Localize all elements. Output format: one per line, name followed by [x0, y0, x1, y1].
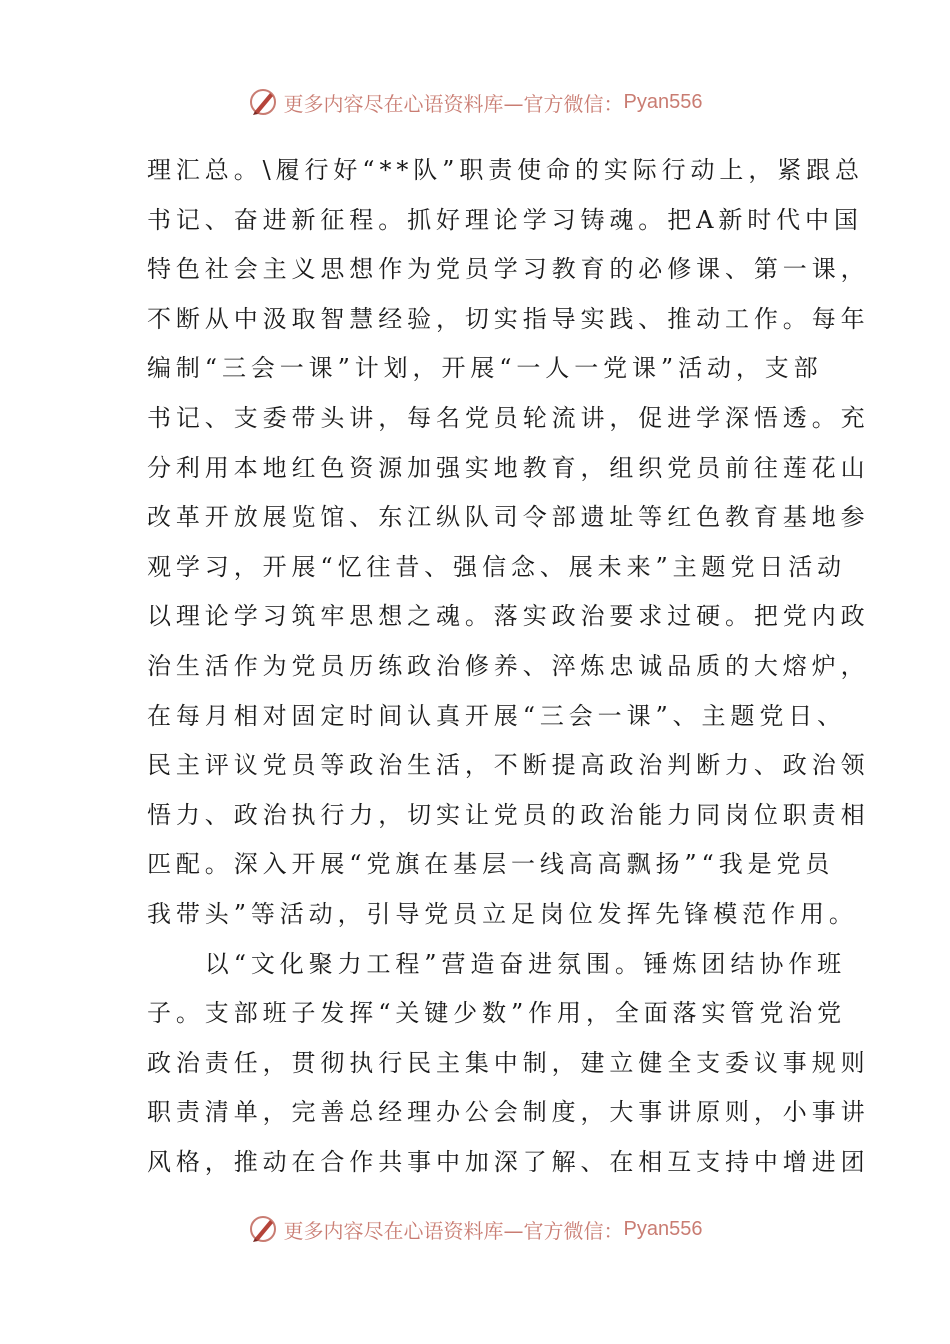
header-watermark	[0, 82, 950, 122]
body-line: 改革开放展览馆、东江纵队司令部遗址等红色教育基地参	[147, 503, 870, 532]
watermark-text: 更多内容尽在心语资料库—官方微信：	[283, 1218, 624, 1243]
body-line: 治生活作为党员历练政治修养、淬炼忠诚品质的大熔炉，	[147, 651, 870, 680]
body-line: 悟力、政治执行力，切实让党员的政治能力同岗位职责相	[147, 800, 870, 829]
body-line: 书记、支委带头讲，每名党员轮流讲，促进学深悟透。充	[147, 403, 870, 432]
body-line: 职责清单，完善总经理办公会制度，大事讲原则，小事讲	[147, 1098, 870, 1127]
body-line: 编制“三会一课”计划，开展“一人一党课”活动，支部	[147, 354, 823, 383]
watermark-text: 更多内容尽在心语资料库—官方微信：	[283, 91, 624, 116]
footer-watermark	[0, 1209, 950, 1249]
pen-circle-logo-icon	[248, 87, 278, 117]
body-line: 匹配。深入开展“党旗在基层一线高高飘扬”“我是党员	[147, 850, 835, 879]
body-line: 我带头”等活动，引导党员立足岗位发挥先锋模范作用。	[147, 899, 858, 928]
body-line: 风格，推动在合作共事中加深了解、在相互支持中增进团	[147, 1147, 870, 1176]
body-line: 在每月相对固定时间认真开展“三会一课”、主题党日、	[147, 701, 847, 730]
body-line: 理汇总。\履行好“**队”职责使命的实际行动上，紧跟总	[147, 156, 864, 184]
body-line: 书记、奋进新征程。抓好理论学习铸魂。把A新时代中国	[147, 205, 863, 234]
pen-circle-logo-icon	[248, 1214, 278, 1244]
document-body	[147, 146, 870, 1187]
body-line: 子。支部班子发挥“关键少数”作用，全面落实管党治党	[147, 999, 847, 1028]
body-line: 以“文化聚力工程”营造奋进氛围。锤炼团结协作班	[147, 949, 847, 978]
body-line: 不断从中汲取智慧经验，切实指导实践、推动工作。每年	[147, 304, 870, 333]
watermark-wechat-id: Pyan556	[623, 90, 703, 113]
watermark-wechat-id: Pyan556	[623, 1217, 703, 1240]
body-line: 特色社会主义思想作为党员学习教育的必修课、第一课，	[147, 255, 870, 284]
body-line: 政治责任，贯彻执行民主集中制，建立健全支委议事规则	[147, 1048, 870, 1077]
body-line: 以理论学习筑牢思想之魂。落实政治要求过硬。把党内政	[147, 602, 870, 631]
body-line: 观学习，开展“忆往昔、强信念、展未来”主题党日活动	[147, 552, 847, 581]
body-line: 民主评议党员等政治生活，不断提高政治判断力、政治领	[147, 751, 870, 780]
body-line: 分利用本地红色资源加强实地教育，组织党员前往莲花山	[147, 453, 870, 482]
